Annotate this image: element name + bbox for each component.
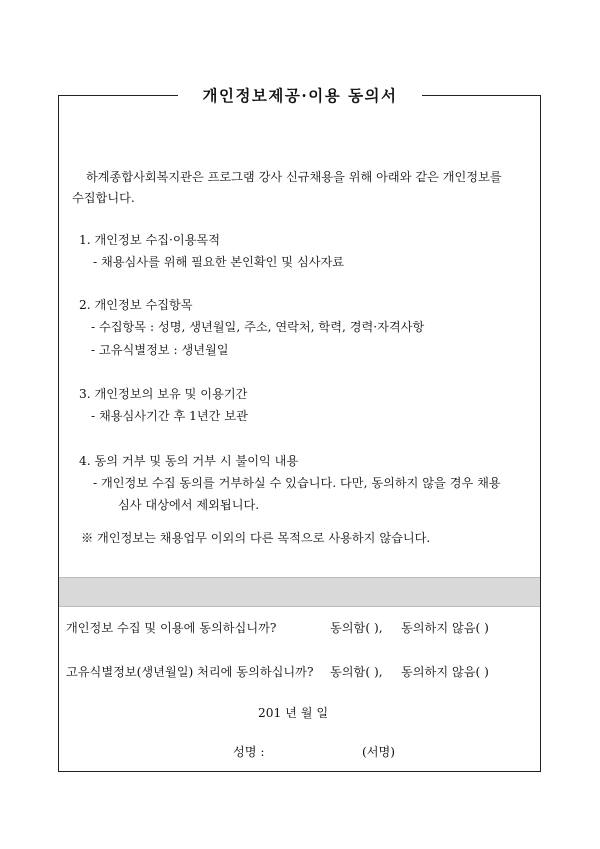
section-1-heading: 1. 개인정보 수집·이용목적: [79, 233, 220, 247]
section-2-line-2: - 고유식별정보 : 생년월일: [91, 343, 229, 357]
consent-2-agree-option[interactable]: 동의함( ),: [330, 665, 383, 679]
consent-2-disagree-option[interactable]: 동의하지 않음( ): [401, 665, 489, 679]
signature-name-label: 성명 :: [233, 745, 265, 759]
section-3-line-1: - 채용심사기간 후 1년간 보관: [91, 409, 248, 423]
intro-line-1: 하계종합사회복지관은 프로그램 강사 신규채용을 위해 아래와 같은 개인정보를: [86, 170, 502, 184]
privacy-note: ※ 개인정보는 채용업무 이외의 다른 목적으로 사용하지 않습니다.: [81, 531, 431, 545]
section-2-line-1: - 수집항목 : 성명, 생년월일, 주소, 연락처, 학력, 경력·자격사항: [91, 320, 425, 334]
consent-question-2: 고유식별정보(생년월일) 처리에 동의하십니까?: [66, 665, 314, 679]
section-4-line-1: - 개인정보 수집 동의를 거부하실 수 있습니다. 다만, 동의하지 않을 경우 채용: [93, 476, 501, 490]
section-2-heading: 2. 개인정보 수집항목: [79, 298, 193, 312]
document-title: 개인정보제공·이용 동의서: [178, 82, 422, 110]
consent-question-1: 개인정보 수집 및 이용에 동의하십니까?: [66, 621, 277, 635]
date-line[interactable]: 201 년 월 일: [258, 706, 329, 720]
section-4-heading: 4. 동의 거부 및 동의 거부 시 불이익 내용: [79, 454, 299, 468]
separator-band: [59, 577, 540, 607]
consent-1-agree-option[interactable]: 동의함( ),: [330, 621, 383, 635]
consent-1-disagree-option[interactable]: 동의하지 않음( ): [401, 621, 489, 635]
section-4-line-2: 심사 대상에서 제외됩니다.: [118, 498, 260, 512]
section-1-line-1: - 채용심사를 위해 필요한 본인확인 및 심사자료: [93, 255, 345, 269]
intro-line-2: 수집합니다.: [72, 191, 135, 205]
signature-mark[interactable]: (서명): [362, 745, 396, 759]
section-3-heading: 3. 개인정보의 보유 및 이용기간: [79, 387, 248, 401]
